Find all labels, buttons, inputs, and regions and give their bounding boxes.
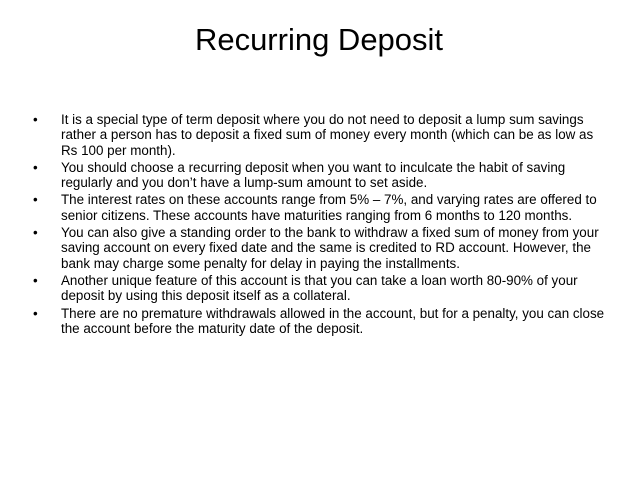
bullet-text: You can also give a standing order to the bank to withdraw a fixed sum of money from your saving account on every fixed date and the same is credited to RD account. However, the bank may charge some penalty for delay in paying the installments. <box>61 225 599 271</box>
bullet-icon: • <box>33 305 38 321</box>
bullet-icon: • <box>33 272 38 288</box>
bullet-text: It is a special type of term deposit where you do not need to deposit a lump sum savings rather a person has to deposit a fixed sum of money every month (which can be as low as Rs 100 per month). <box>61 112 594 158</box>
bullet-item <box>33 225 609 271</box>
bullet-icon: • <box>33 225 38 241</box>
bullet-list <box>33 112 609 338</box>
bullet-item <box>33 273 609 304</box>
bullet-text: Another unique feature of this account is that you can take a loan worth 80-90% of your deposit by using this deposit itself as a collateral. <box>61 272 578 304</box>
bullet-item <box>33 112 609 158</box>
bullet-icon: • <box>33 159 38 175</box>
bullet-text: You should choose a recurring deposit when you want to inculcate the habit of saving regularly and you don’t have a lump-sum amount to set aside. <box>61 159 566 191</box>
bullet-text: The interest rates on these accounts range from 5% – 7%, and varying rates are offered to senior citizens. These accounts have maturities ranging from 6 months to 120 months. <box>61 192 597 223</box>
bullet-text: There are no premature withdrawals allowed in the account, but for a penalty, you can close the account before the maturity date of the deposit. <box>61 305 605 336</box>
slide-title: Recurring Deposit <box>194 22 444 57</box>
bullet-item <box>33 192 609 223</box>
bullet-item <box>33 306 609 337</box>
bullet-item <box>33 160 609 191</box>
bullet-icon: • <box>33 192 38 208</box>
bullet-icon: • <box>33 112 38 127</box>
